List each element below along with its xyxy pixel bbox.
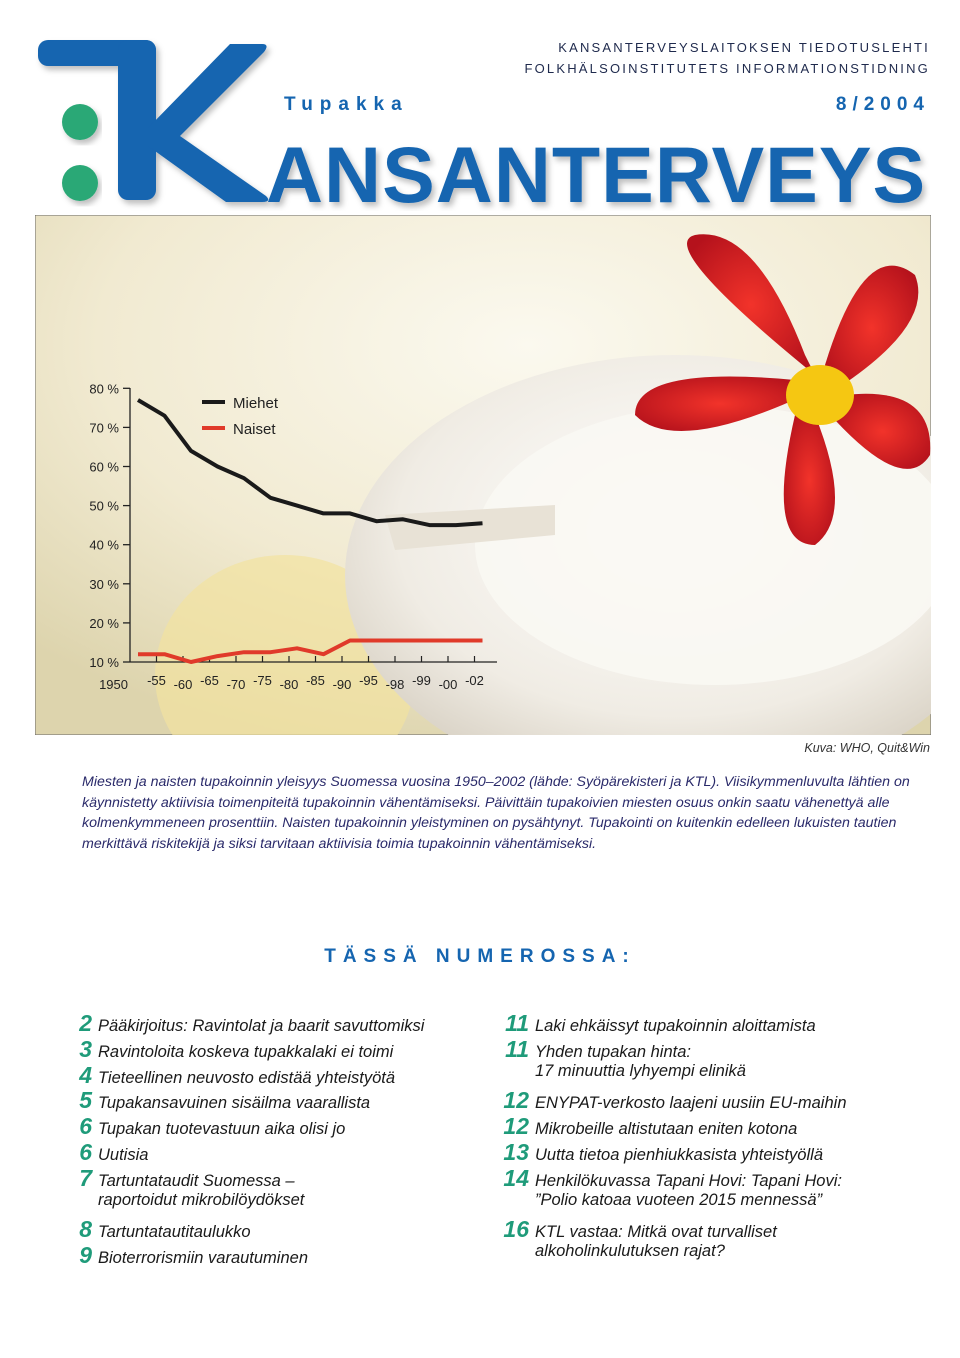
toc-entry-title: Tartuntatautitaulukko bbox=[98, 1223, 251, 1242]
toc-entry-title: Tartuntataudit Suomessa – bbox=[98, 1171, 295, 1190]
toc-page-number: 9 bbox=[79, 1242, 92, 1269]
toc-entry-title: raportoidut mikrobilöydökset bbox=[98, 1190, 305, 1209]
x-tick-label: -70 bbox=[226, 677, 246, 692]
toc-page-number: 11 bbox=[505, 1010, 529, 1036]
toc-page-number: 6 bbox=[79, 1139, 92, 1165]
toc-entry[interactable] bbox=[72, 1062, 395, 1088]
x-tick-label: -95 bbox=[359, 673, 378, 688]
toc-entry-title: 17 minuuttia lyhyempi elinikä bbox=[535, 1061, 746, 1080]
toc-entry-title: Tieteellinen neuvosto edistää yhteistyötä bbox=[98, 1068, 396, 1087]
y-tick-label: 20 % bbox=[89, 615, 119, 631]
publisher-line-sv: FOLKHÄLSOINSTITUTETS INFORMATIONSTIDNING bbox=[524, 61, 930, 76]
toc-entry[interactable] bbox=[496, 1113, 797, 1139]
y-tick-label: 80 % bbox=[89, 381, 119, 397]
toc-entry[interactable] bbox=[72, 1010, 424, 1036]
toc-entry-title: Mikrobeille altistutaan eniten kotona bbox=[535, 1120, 798, 1139]
toc-entry-title: KTL vastaa: Mitkä ovat turvalliset bbox=[535, 1223, 777, 1242]
chart-caption: Miesten ja naisten tupakoinnin yleisyys Suomessa vuosina 1950–2002 (lähde: Syöpärekisteri ja KTL). Viisikymmenluvulta lähtien on käynnistetty aktiivisia toimenpiteitä tupakoinnin vähentämiseksi. Päivittäin tupakoivien miesten osuus onkin saatu vähenettyä alle kolmenkymmeneen prosenttiin. Naisten tupakoinnin yleistyminen on pysähtynyt. Tupakointi on kuitenkin edelleen lukuisten tautien merkittävä riskitekijä ja siksi tarvitaan aktiivisia toimia tupakoinnin vähentämiseksi. bbox=[82, 774, 910, 852]
toc-entry[interactable] bbox=[72, 1165, 295, 1191]
publisher-line-fi: KANSANTERVEYSLAITOKSEN TIEDOTUSLEHTI bbox=[558, 40, 930, 55]
logo-dot-bottom bbox=[62, 165, 98, 201]
y-tick-label: 60 % bbox=[89, 459, 119, 475]
x-tick-label: -80 bbox=[279, 677, 299, 692]
x-tick-label: -55 bbox=[147, 673, 166, 688]
toc-entry-title: ENYPAT-verkosto laajeni uusiin EU-maihin bbox=[535, 1094, 847, 1113]
x-tick-label: -00 bbox=[438, 677, 458, 692]
x-tick-label: -98 bbox=[385, 677, 405, 692]
toc-entry-title: Uutisia bbox=[98, 1146, 149, 1164]
y-tick-label: 10 % bbox=[89, 655, 119, 670]
toc-page-number: 8 bbox=[79, 1216, 92, 1243]
toc-page-number: 12 bbox=[503, 1087, 529, 1114]
toc-entry[interactable] bbox=[72, 1113, 345, 1139]
x-tick-label: -90 bbox=[332, 677, 352, 692]
x-tick-label: -02 bbox=[465, 673, 484, 688]
toc-entry-title: ”Polio katoaa vuoteen 2015 mennessä” bbox=[535, 1190, 823, 1209]
y-tick-label: 30 % bbox=[89, 576, 119, 592]
x-tick-label: 1950 bbox=[99, 677, 128, 692]
toc-page-number: 3 bbox=[79, 1035, 92, 1062]
toc-entry[interactable] bbox=[496, 1010, 816, 1036]
x-tick-label: -65 bbox=[200, 673, 219, 688]
toc-entry[interactable] bbox=[496, 1242, 725, 1268]
x-tick-label: -99 bbox=[412, 673, 431, 688]
toc-page-number: 6 bbox=[79, 1113, 92, 1140]
toc-page-number: 7 bbox=[79, 1164, 92, 1191]
toc-title: TÄSSÄ NUMEROSSA: bbox=[324, 946, 636, 967]
toc-entry[interactable] bbox=[496, 1139, 823, 1165]
toc-entry-title: Bioterrorismiin varautuminen bbox=[98, 1249, 308, 1268]
toc-entry[interactable] bbox=[496, 1087, 847, 1113]
toc-page-number: 16 bbox=[503, 1216, 529, 1243]
toc-entry[interactable] bbox=[72, 1139, 148, 1165]
masthead-logo bbox=[30, 36, 930, 211]
y-tick-label: 50 % bbox=[89, 498, 119, 514]
toc-entry[interactable] bbox=[72, 1036, 393, 1062]
x-tick-label: -60 bbox=[173, 677, 193, 692]
toc-entry[interactable] bbox=[496, 1191, 822, 1217]
toc-entry-title: Henkilökuvassa Tapani Hovi: Tapani Hovi: bbox=[535, 1171, 842, 1190]
toc-entry[interactable] bbox=[496, 1062, 746, 1088]
toc-page-number: 2 bbox=[79, 1010, 92, 1036]
toc-entry[interactable] bbox=[72, 1191, 304, 1217]
cover-photo-chart bbox=[35, 215, 931, 735]
x-tick-label: -85 bbox=[306, 673, 325, 688]
toc-entry-title: Tupakan tuotevastuun aika olisi jo bbox=[98, 1120, 346, 1139]
toc-entry-title: alkoholinkulutuksen rajat? bbox=[535, 1242, 725, 1261]
toc-page-number: 4 bbox=[79, 1061, 92, 1088]
issue-topic: Tupakka bbox=[284, 94, 409, 115]
photo-credit: Kuva: WHO, Quit&Win bbox=[804, 741, 930, 755]
toc-entry-title: Uutta tietoa pienhiukkasista yhteistyöllä bbox=[535, 1146, 823, 1164]
toc-entry[interactable] bbox=[496, 1165, 842, 1191]
toc-entry-title: Pääkirjoitus: Ravintolat ja baarit savuttomiksi bbox=[98, 1017, 425, 1035]
toc-entry[interactable] bbox=[496, 1216, 777, 1242]
toc-entry[interactable] bbox=[72, 1087, 370, 1113]
toc-page-number: 12 bbox=[503, 1113, 529, 1140]
y-tick-label: 40 % bbox=[89, 537, 119, 553]
toc-entry-title: Ravintoloita koskeva tupakkalaki ei toimi bbox=[98, 1042, 394, 1061]
toc-entry[interactable] bbox=[72, 1216, 251, 1242]
toc-page-number: 5 bbox=[79, 1087, 92, 1114]
toc-entry-title: Yhden tupakan hinta: bbox=[535, 1042, 691, 1061]
toc-entry[interactable] bbox=[72, 1242, 308, 1268]
toc-page-number: 13 bbox=[503, 1139, 529, 1165]
legend-label: Miehet bbox=[233, 395, 279, 412]
masthead-title: ANSANTERVEYS bbox=[266, 130, 927, 211]
toc-page-number: 11 bbox=[505, 1035, 529, 1062]
legend-label: Naiset bbox=[233, 421, 276, 438]
logo-dot-top bbox=[62, 104, 98, 140]
toc-entry-title: Laki ehkäissyt tupakoinnin aloittamista bbox=[535, 1017, 816, 1035]
x-tick-label: -75 bbox=[253, 673, 272, 688]
toc-page-number: 14 bbox=[503, 1164, 529, 1191]
y-tick-label: 70 % bbox=[89, 420, 119, 436]
toc-entry[interactable] bbox=[496, 1036, 691, 1062]
toc-entry-title: Tupakansavuinen sisäilma vaarallista bbox=[98, 1094, 371, 1113]
issue-number: 8/2004 bbox=[835, 94, 930, 115]
